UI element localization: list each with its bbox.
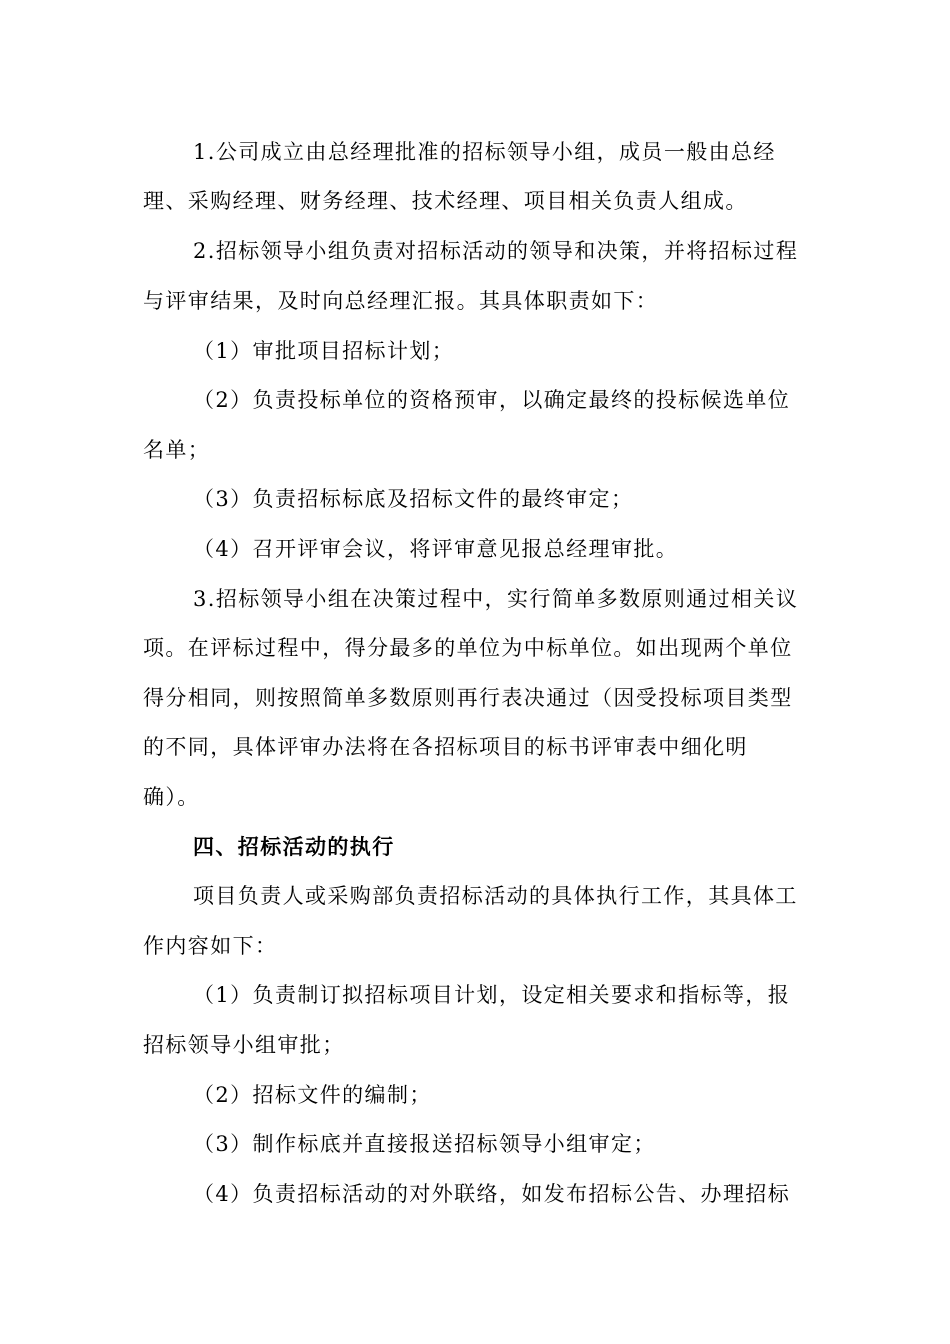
paragraph-line: 2.招标领导小组负责对招标活动的领导和决策，并将招标过程 [193,239,799,263]
paragraph-line: 的不同，具体评审办法将在各招标项目的标书评审表中细化明 [143,735,748,759]
list-item-line: 招标领导小组审批； [143,1033,345,1057]
list-item-line: （3）制作标底并直接报送招标领导小组审定； [193,1132,656,1156]
paragraph-line: 3.招标领导小组在决策过程中，实行简单多数原则通过相关议 [193,587,799,611]
paragraph-line: 与评审结果，及时向总经理汇报。其具体职责如下： [143,289,659,313]
list-item-line: （1）负责制订拟招标项目计划，设定相关要求和指标等，报 [193,983,791,1007]
list-item-line: （4）负责招标活动的对外联络，如发布招标公告、办理招标 [193,1182,791,1206]
paragraph-line: 理、采购经理、财务经理、技术经理、项目相关负责人组成。 [143,189,748,213]
list-item-line: 名单； [143,438,211,462]
list-item-line: （2）负责投标单位的资格预审，以确定最终的投标候选单位 [193,388,791,412]
paragraph-line: 1.公司成立由总经理批准的招标领导小组，成员一般由总经 [193,140,776,164]
list-item-line: （4）召开评审会议，将评审意见报总经理审批。 [193,537,679,561]
list-item-line: （1）审批项目招标计划； [193,339,455,363]
paragraph-line: 作内容如下： [143,934,278,958]
paragraph-line: 确）。 [143,785,200,809]
list-item-line: （3）负责招标标底及招标文件的最终审定； [193,487,634,511]
list-item-line: （2）招标文件的编制； [193,1083,432,1107]
paragraph-line: 项目负责人或采购部负责招标活动的具体执行工作，其具体工 [193,884,798,908]
section-heading: 四、招标活动的执行 [193,835,395,859]
paragraph-line: 项。在评标过程中，得分最多的单位为中标单位。如出现两个单位 [143,636,793,660]
paragraph-line: 得分相同，则按照简单多数原则再行表决通过（因受投标项目类型 [143,686,793,710]
